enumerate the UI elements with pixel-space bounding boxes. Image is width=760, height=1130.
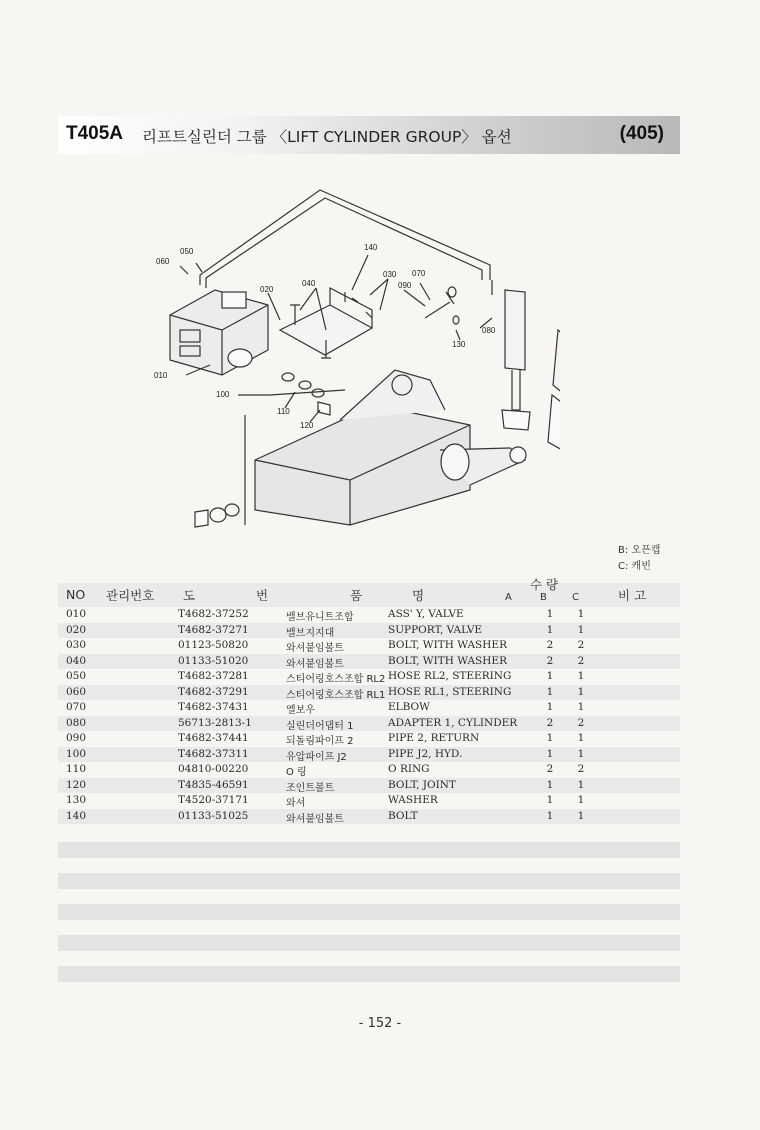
label-060: 060 <box>156 257 170 266</box>
cell-name-kr: O 링 <box>286 767 307 778</box>
cell-name-kr: 스티어링호스조합 RL1 <box>286 689 386 701</box>
header-b: B <box>540 592 547 603</box>
label-040: 040 <box>302 279 316 288</box>
empty-row <box>58 935 680 951</box>
cell-qty-c: 1 <box>577 778 585 791</box>
table-row <box>58 778 680 794</box>
cell-qty-c: 1 <box>577 809 585 822</box>
cell-part-number: T4682-37431 <box>178 701 249 713</box>
cell-name-en: HOSE RL1, STEERING <box>388 685 512 698</box>
cell-no: 130 <box>66 794 87 806</box>
cell-name-kr: 밸브지지대 <box>286 627 335 639</box>
cell-qty-b: 1 <box>546 685 554 698</box>
cell-no: 050 <box>66 670 87 682</box>
cell-no: 140 <box>66 809 87 822</box>
exploded-parts-diagram <box>140 180 560 540</box>
cell-name-en: BOLT <box>388 809 418 822</box>
cell-no: 020 <box>66 623 87 636</box>
cell-name-kr: 되돌림파이프 2 <box>286 736 354 747</box>
cell-qty-c: 2 <box>577 654 585 667</box>
cell-qty-c: 2 <box>577 716 585 729</box>
cell-qty-c: 1 <box>577 670 585 682</box>
legend-c: C: 캐빈 <box>618 561 651 572</box>
cell-part-number: T4682-37311 <box>178 747 249 760</box>
label-100: 100 <box>216 390 230 399</box>
cell-name-kr: 유압파이프 J2 <box>286 751 347 763</box>
cell-qty-c: 1 <box>577 608 585 620</box>
cell-name-en: BOLT, JOINT <box>388 778 456 791</box>
cell-no: 070 <box>66 701 87 713</box>
cell-part-number: T4682-37252 <box>178 608 249 620</box>
cell-name-kr: 와셔붙임볼트 <box>286 643 344 654</box>
table-row <box>58 623 680 639</box>
cell-name-en: ADAPTER 1, CYLINDER <box>388 716 518 729</box>
label-080: 080 <box>482 326 496 335</box>
header-pum: 품 <box>350 588 363 603</box>
header-myeong: 명 <box>412 588 425 603</box>
cell-name-en: PIPE J2, HYD. <box>388 747 463 760</box>
header-qty: 수 량 <box>530 577 559 592</box>
cell-name-en: ASS' Y, VALVE <box>388 608 464 620</box>
cell-qty-c: 2 <box>577 639 585 651</box>
section-code: T405A <box>66 123 124 144</box>
label-070: 070 <box>412 269 426 278</box>
cell-part-number: T4520-37171 <box>178 794 249 806</box>
cell-name-kr: 와셔 <box>286 798 306 809</box>
cell-name-kr: 조인트볼트 <box>286 782 335 794</box>
header-no: NO <box>66 587 86 602</box>
empty-table-rows <box>58 842 680 997</box>
cell-qty-c: 2 <box>577 763 585 775</box>
section-page-code: (405) <box>619 123 664 144</box>
label-010: 010 <box>154 371 168 380</box>
cell-qty-b: 1 <box>546 747 554 760</box>
cell-name-en: BOLT, WITH WASHER <box>388 654 507 667</box>
cell-name-en: SUPPORT, VALVE <box>388 623 483 636</box>
cell-no: 060 <box>66 685 87 698</box>
header-a: A <box>505 592 512 603</box>
cell-qty-b: 1 <box>546 778 554 791</box>
cell-no: 110 <box>66 763 87 775</box>
cell-qty-b: 1 <box>546 732 554 744</box>
cell-qty-c: 1 <box>577 747 585 760</box>
cell-qty-c: 1 <box>577 732 585 744</box>
cell-name-en: PIPE 2, RETURN <box>388 732 480 744</box>
label-120: 120 <box>300 421 314 430</box>
cell-name-kr: 와셔붙임볼트 <box>286 813 344 825</box>
cell-qty-b: 1 <box>546 623 554 636</box>
table-row <box>58 762 680 778</box>
label-140: 140 <box>364 243 378 252</box>
cell-name-kr: 밸브유니트조합 <box>286 612 354 623</box>
cell-no: 010 <box>66 608 87 620</box>
cell-no: 090 <box>66 732 87 744</box>
cell-qty-c: 1 <box>577 623 585 636</box>
cell-part-number: 01123-50820 <box>178 639 249 651</box>
table-row <box>58 747 680 763</box>
cell-part-number: T4682-37281 <box>178 670 249 682</box>
cell-no: 040 <box>66 654 87 667</box>
cell-qty-b: 1 <box>546 701 554 713</box>
cell-qty-b: 1 <box>546 670 554 682</box>
cell-qty-c: 1 <box>577 685 585 698</box>
table-row <box>58 685 680 701</box>
header-remarks: 비 고 <box>618 588 647 603</box>
legend <box>618 543 660 575</box>
cell-qty-b: 2 <box>546 763 554 775</box>
table-row <box>58 700 680 716</box>
table-row <box>58 638 680 654</box>
cell-qty-b: 2 <box>546 639 554 651</box>
table-row <box>58 716 680 732</box>
legend-b: B: 오픈캡 <box>618 545 661 556</box>
cell-part-number: T4682-37441 <box>178 732 249 744</box>
label-090: 090 <box>398 281 412 290</box>
cell-part-number: 01133-51025 <box>178 809 249 822</box>
header-mgmt: 관리번호 <box>106 588 155 603</box>
label-030: 030 <box>383 270 397 279</box>
label-020: 020 <box>260 285 274 294</box>
cell-name-en: ELBOW <box>388 701 430 713</box>
cell-no: 100 <box>66 747 87 760</box>
cell-name-en: WASHER <box>388 794 438 806</box>
cell-part-number: 04810-00220 <box>178 763 249 775</box>
parts-table <box>58 577 680 825</box>
header-c: C <box>572 592 579 603</box>
cell-no: 080 <box>66 716 87 729</box>
empty-row <box>58 904 680 920</box>
cell-name-en: BOLT, WITH WASHER <box>388 639 507 651</box>
cell-qty-c: 1 <box>577 794 585 806</box>
cell-name-en: HOSE RL2, STEERING <box>388 670 512 682</box>
cell-name-kr: 실린더어댑터 1 <box>286 720 354 732</box>
empty-row <box>58 966 680 982</box>
empty-row <box>58 842 680 858</box>
section-header <box>58 116 680 154</box>
table-row <box>58 607 680 623</box>
cell-name-kr: 스티어링호스조합 RL2 <box>286 674 386 685</box>
cell-name-kr: 와셔붙임볼트 <box>286 658 344 670</box>
table-header <box>58 577 680 607</box>
cell-qty-b: 1 <box>546 794 554 806</box>
table-body <box>58 607 680 824</box>
header-beon: 번 <box>256 588 269 603</box>
cell-name-en: O RING <box>388 763 430 775</box>
label-130: 130 <box>452 340 466 349</box>
cell-no: 030 <box>66 639 87 651</box>
cell-qty-b: 2 <box>546 654 554 667</box>
table-row <box>58 731 680 747</box>
table-row <box>58 809 680 825</box>
label-050: 050 <box>180 247 194 256</box>
cell-qty-b: 1 <box>546 608 554 620</box>
cell-qty-c: 1 <box>577 701 585 713</box>
cell-no: 120 <box>66 778 87 791</box>
cell-part-number: T4682-37271 <box>178 623 249 636</box>
empty-row <box>58 873 680 889</box>
cell-part-number: 01133-51020 <box>178 654 249 667</box>
cell-qty-b: 1 <box>546 809 554 822</box>
cell-name-kr: 엘보우 <box>286 705 315 716</box>
cell-part-number: T4835-46591 <box>178 778 249 791</box>
table-row <box>58 669 680 685</box>
page-number: - 152 - <box>358 1016 402 1031</box>
cell-qty-b: 2 <box>546 716 554 729</box>
section-title: 리프트실린더 그룹 〈LIFT CYLINDER GROUP〉 옵션 <box>142 128 512 146</box>
label-110: 110 <box>277 407 290 416</box>
cell-part-number: T4682-37291 <box>178 685 249 698</box>
table-row <box>58 793 680 809</box>
table-row <box>58 654 680 670</box>
cell-part-number: 56713-2813-1 <box>178 716 252 729</box>
header-do: 도 <box>183 588 196 603</box>
